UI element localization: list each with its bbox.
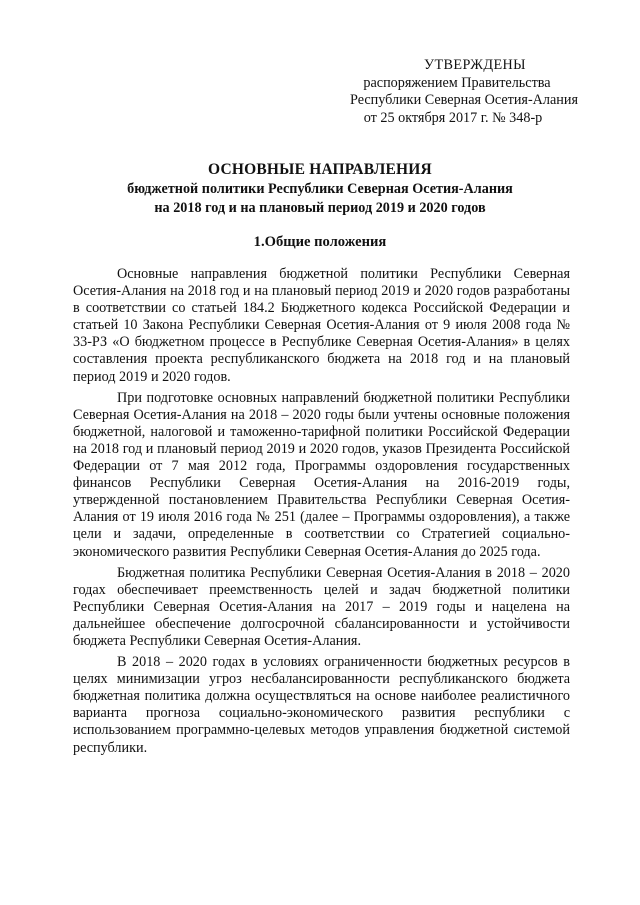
paragraph: Бюджетная политика Республики Северная Осетия-Алания в 2018 – 2020 годах обеспечивает преемственность целей и задач бюджетной политики Республики Северная Осетия-Алания на 2017 – 2019 годы и нацелена на дальнейшее обеспечение долгосрочной сбалансированности и устойчивости бюджета Республики Северная Осетия-Алания.: [73, 564, 570, 649]
paragraph: При подготовке основных направлений бюджетной политики Республики Северная Осетия-Алания на 2018 – 2020 годы были учтены основные положения бюджетной, налоговой и таможенно-тарифной политики Российской Федерации на 2018 год и плановый период 2019 и 2020 годов, указов Президента Российской Федерации от 7 мая 2012 года, Программы оздоровления государственных финансов Республики Северная Осетия-Алания на 2016-2019 годы, утвержденной постановлением Правительства Республики Северная Осетия-Алания от 19 июля 2016 года № 251 (далее – Программы оздоровления), а также цели и задачи, определенные в соответствии со Стратегией социально-экономического развития Республики Северная Осетия-Алания до 2025 года.: [73, 389, 570, 560]
title-subject: бюджетной политики Республики Северная Осетия-Алания: [127, 181, 513, 197]
document-body: [73, 266, 570, 761]
paragraph: Основные направления бюджетной политики Республики Северная Осетия-Алания на 2018 год и на плановый период 2019 и 2020 годов разработаны в соответствии со статьей 184.2 Бюджетного кодекса Российской Федерации и статьей 10 Закона Республики Северная Осетия-Алания от 9 июля 2008 года № 33-РЗ «О бюджетном процессе в Республике Северная Осетия-Алания» в целях составления проекта республиканского бюджета на 2018 год и на плановый период 2019 и 2020 годов.: [73, 266, 570, 385]
approval-authority: распоряжением Правительства: [363, 74, 551, 91]
paragraph: В 2018 – 2020 годах в условиях ограниченности бюджетных ресурсов в целях минимизации угроз несбалансированности республиканского бюджета бюджетная политика должна осуществляться на основе наиболее реалистичного варианта прогноза социально-экономического развития республики с использованием программно-целевых методов управления бюджетной системой республики.: [73, 654, 570, 756]
approval-title: УТВЕРЖДЕНЫ: [424, 57, 526, 73]
approval-date-number: от 25 октября 2017 г. № 348-р: [363, 109, 543, 126]
title-main: ОСНОВНЫЕ НАПРАВЛЕНИЯ: [208, 161, 432, 178]
section-heading: 1.Общие положения: [253, 234, 387, 250]
document-title: [100, 160, 540, 218]
approval-stamp: [318, 57, 588, 127]
title-period: на 2018 год и на плановый период 2019 и 2020 годов: [154, 200, 486, 216]
approval-government: Республики Северная Осетия-Алания: [349, 92, 578, 108]
